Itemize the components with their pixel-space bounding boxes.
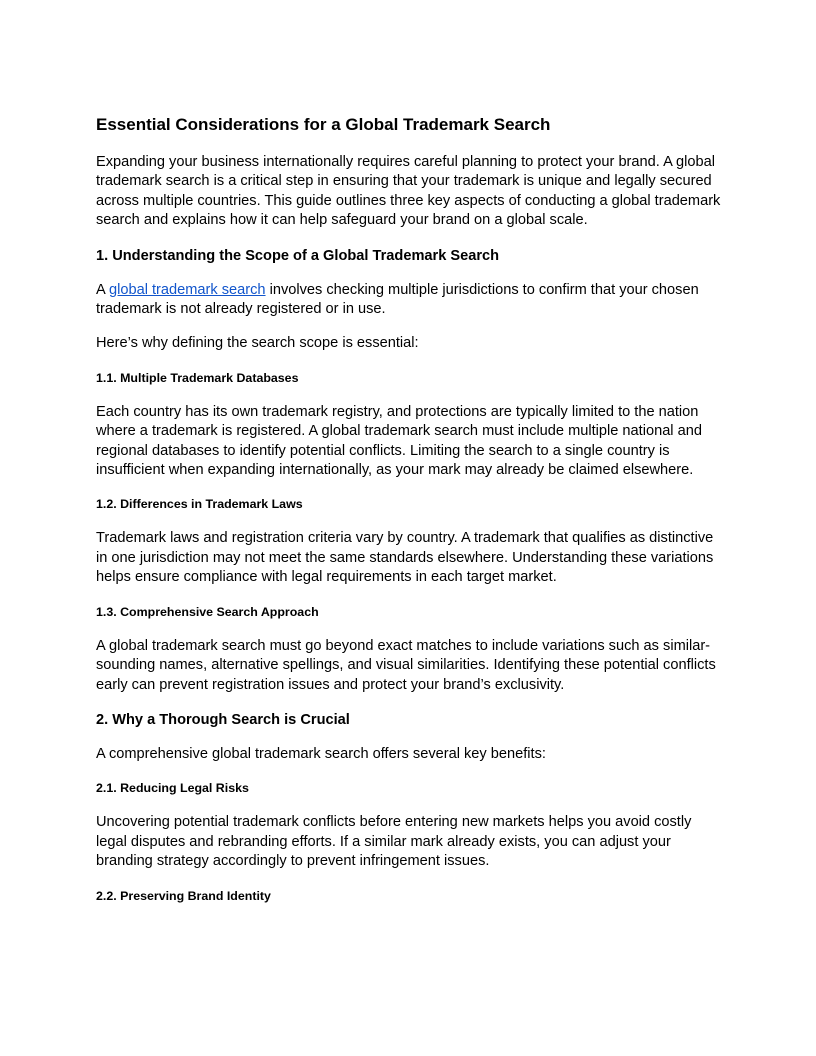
document-title: Essential Considerations for a Global Trademark Search — [96, 115, 551, 134]
section-1-lead: Here’s why defining the search scope is essential: — [96, 335, 419, 352]
document-page — [96, 113, 722, 921]
subsection-1-3-text: A global trademark search must go beyond exact matches to include variations such as similar-sounding names, alternative spellings, and visual similarities. Identifying these potential conflicts early can prevent registration issues and protect your brand’s exclusivity. — [96, 637, 716, 693]
global-trademark-search-link[interactable]: global trademark search — [108, 281, 266, 298]
section-1-suffix: involves checking multiple jurisdictions to confirm that your chosen trademark is not already registered or in use. — [96, 281, 699, 318]
subsection-1-1-heading: 1.1. Multiple Trademark Databases — [96, 370, 299, 385]
section-1-paragraph — [96, 281, 722, 320]
subsection-2-2-heading: 2.2. Preserving Brand Identity — [96, 888, 271, 903]
subsection-1-1-text: Each country has its own trademark registry, and protections are typically limited to the nation where a trademark is registered. A global trademark search must include multiple national and regional databases to identify potential conflicts. Limiting the search to a single country is insufficient when expanding internationally, as your mark may already be claimed elsewhere. — [96, 403, 702, 479]
section-1-heading: 1. Understanding the Scope of a Global Trademark Search — [96, 247, 500, 264]
intro-paragraph: Expanding your business internationally requires careful planning to protect your brand. A global trademark search is a critical step in ensuring that your trademark is unique and legally secured across multiple countries. This guide outlines three key aspects of conducting a global trademark search and explains how it can help safeguard your brand on a global scale. — [96, 154, 721, 229]
subsection-2-1-heading: 2.1. Reducing Legal Risks — [96, 781, 249, 796]
subsection-1-3-heading: 1.3. Comprehensive Search Approach — [96, 604, 319, 619]
subsection-2-1-text: Uncovering potential trademark conflicts before entering new markets helps you avoid costly legal disputes and rebranding efforts. If a similar mark already exists, you can adjust your branding strategy accordingly to prevent infringement issues. — [96, 814, 692, 870]
section-2-lead: A comprehensive global trademark search offers several key benefits: — [96, 745, 546, 762]
subsection-1-2-heading: 1.2. Differences in Trademark Laws — [96, 497, 303, 512]
subsection-1-2-text: Trademark laws and registration criteria vary by country. A trademark that qualifies as distinctive in one jurisdiction may not meet the same standards elsewhere. Understanding these variations helps ensure compliance with legal requirements in each target market. — [96, 530, 714, 586]
section-2-heading: 2. Why a Thorough Search is Crucial — [96, 711, 350, 728]
section-1-prefix: A — [96, 281, 109, 298]
